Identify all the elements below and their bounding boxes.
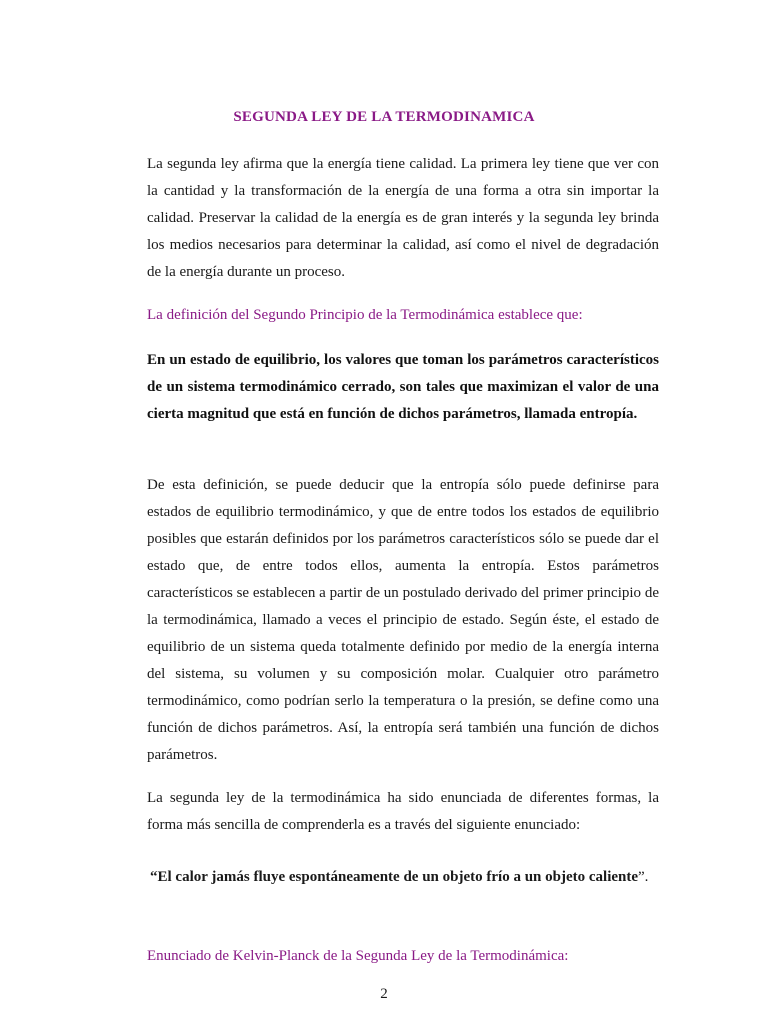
section-heading-definition: La definición del Segundo Principio de la Termodinámica establece que: — [147, 307, 583, 323]
paragraph-entropy: De esta definición, se puede deducir que la entropía sólo puede definirse para estados de equilibrio termodinámico, y que de entre todos los estados de equilibrio posibles que estarán definidos por los parámetros característicos sólo se puede dar el estado que, de entre todos ellos, aumenta la entropía. Estos parámetros característicos se establecen a partir de un postulado derivado del primer principio de la termodinámica, llamado a veces el principio de estado. Según éste, el estado de equilibrio de un sistema queda totalmente definido por medio de la energía interna del sistema, su volumen y su composición molar. Cualquier otro parámetro termodinámico, como podrían serlo la temperatura o la presión, se define como una función de dichos parámetros. Así, la entropía será también una función de dichos parámetros. — [147, 477, 659, 763]
page-title: SEGUNDA LEY DE LA TERMODINAMICA — [233, 109, 535, 125]
quote-close: ”. — [638, 869, 649, 885]
quote-text: El calor jamás fluye espontáneamente de un objeto frío a un objeto caliente — [157, 869, 639, 885]
section-heading-kelvin-planck: Enunciado de Kelvin-Planck de la Segunda Ley de la Termodinámica: — [147, 948, 569, 964]
paragraph-intro: La segunda ley afirma que la energía tiene calidad. La primera ley tiene que ver con la cantidad y la transformación de la energía de una forma a otra sin importar la calidad. Preservar la calidad de la energía es de gran interés y la segunda ley brinda los medios necesarios para determinar la calidad, así como el nivel de degradación de la energía durante un proceso. — [147, 156, 659, 280]
quote-open: “ — [150, 869, 158, 885]
page-number: 2 — [380, 986, 388, 1002]
paragraph-statements: La segunda ley de la termodinámica ha sido enunciada de diferentes formas, la forma más sencilla de comprenderla es a través del siguiente enunciado: — [147, 790, 659, 833]
definition-text: En un estado de equilibrio, los valores que toman los parámetros característicos de un sistema termodinámico cerrado, son tales que maximizan el valor de una cierta magnitud que está en función de dichos parámetros, llamada entropía. — [147, 352, 659, 422]
quote-statement — [150, 866, 670, 888]
